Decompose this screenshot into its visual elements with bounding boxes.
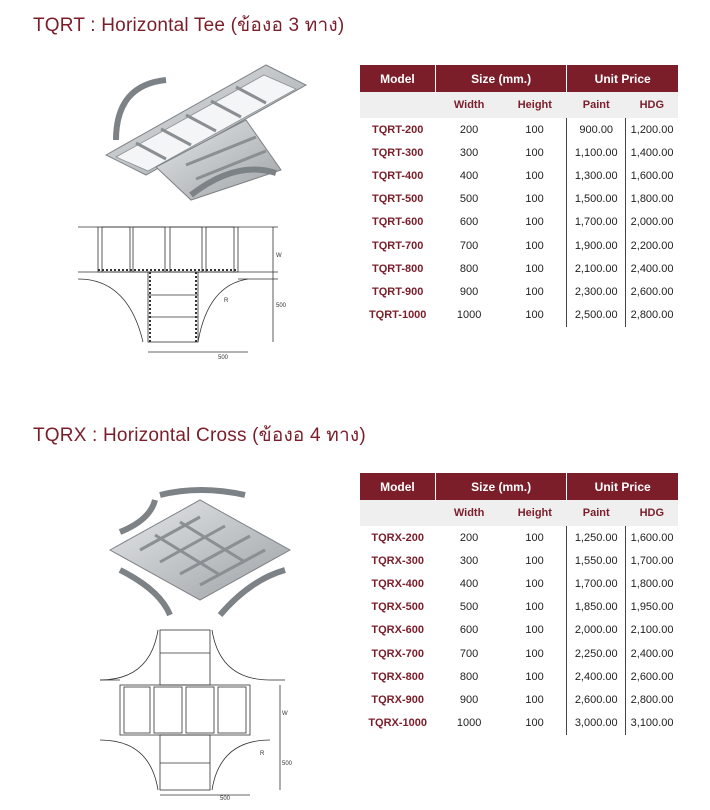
- cell-height: 100: [525, 531, 544, 544]
- header-paint: Paint: [567, 500, 626, 526]
- cell-width: 200: [459, 123, 479, 136]
- table-row: [360, 304, 678, 327]
- cell-paint: 900.00: [567, 118, 626, 141]
- cell-paint: 1,500.00: [567, 188, 626, 211]
- header-blank: [360, 92, 435, 118]
- cell-paint: 2,300.00: [567, 280, 626, 303]
- cell-model: TQRT-300: [372, 146, 424, 159]
- cell-width: 1000: [456, 309, 482, 322]
- price-table: [360, 65, 678, 327]
- header-hdg: HDG: [626, 92, 678, 118]
- cell-model: TQRT-600: [372, 216, 424, 229]
- cell-width: 600: [459, 624, 479, 637]
- dim-w-label: W: [276, 253, 282, 259]
- cell-hdg: 1,600.00: [630, 169, 674, 182]
- cell-paint: 2,100.00: [567, 257, 626, 280]
- cell-hdg: 1,600.00: [630, 531, 674, 544]
- cross-product-image: [100, 480, 300, 620]
- cell-height: 100: [525, 624, 544, 637]
- table-row: [360, 526, 678, 549]
- dim-w-label: W: [282, 711, 288, 717]
- cell-hdg: 1,800.00: [630, 577, 674, 590]
- table-row: [360, 712, 678, 735]
- table-row: [360, 619, 678, 642]
- table-row: [360, 665, 678, 688]
- tee-product-image: [96, 55, 316, 200]
- cell-width: 700: [459, 239, 479, 252]
- cell-paint: 1,700.00: [567, 572, 626, 595]
- cell-model: TQRX-400: [371, 577, 424, 590]
- cell-height: 100: [525, 309, 544, 322]
- cell-hdg: 1,200.00: [630, 123, 674, 136]
- cell-hdg: 1,950.00: [630, 601, 674, 614]
- table-row: [360, 280, 678, 303]
- section-title: TQRX : Horizontal Cross (ข้องอ 4 ทาง): [33, 425, 366, 446]
- cell-hdg: 2,100.00: [630, 624, 674, 637]
- cell-model: TQRX-300: [371, 554, 424, 567]
- cell-hdg: 2,400.00: [630, 647, 674, 660]
- cell-hdg: 2,800.00: [630, 309, 674, 322]
- header-width: Width: [435, 92, 502, 118]
- cell-height: 100: [525, 693, 544, 706]
- cell-model: TQRX-1000: [368, 717, 428, 730]
- cell-hdg: 2,000.00: [630, 216, 674, 229]
- table-row: [360, 211, 678, 234]
- cell-height: 100: [525, 169, 544, 182]
- header-height: Height: [503, 500, 567, 526]
- table-row: [360, 118, 678, 141]
- cell-width: 400: [459, 577, 479, 590]
- table-row: [360, 688, 678, 711]
- table-row: [360, 234, 678, 257]
- dim-500-vert-label: 500: [282, 761, 293, 767]
- cell-model: TQRT-700: [372, 239, 424, 252]
- cell-width: 300: [459, 146, 479, 159]
- cell-height: 100: [525, 193, 544, 206]
- section-title: TQRT : Horizontal Tee (ข้องอ 3 ทาง): [33, 15, 345, 36]
- cell-paint: 1,850.00: [567, 596, 626, 619]
- header-model: Model: [360, 473, 435, 500]
- table-row: [360, 642, 678, 665]
- cell-hdg: 1,700.00: [630, 554, 674, 567]
- cell-model: TQRX-600: [371, 624, 424, 637]
- cell-paint: 1,700.00: [567, 211, 626, 234]
- cell-width: 800: [459, 670, 479, 683]
- header-hdg: HDG: [626, 500, 678, 526]
- cell-hdg: 3,100.00: [630, 717, 674, 730]
- cell-paint: 1,100.00: [567, 141, 626, 164]
- cell-model: TQRX-900: [371, 693, 424, 706]
- cell-paint: 1,300.00: [567, 164, 626, 187]
- dim-500-label: 500: [220, 796, 231, 802]
- header-unit-price: Unit Price: [567, 65, 678, 92]
- cell-paint: 3,000.00: [567, 712, 626, 735]
- header-size: Size (mm.): [435, 473, 566, 500]
- cell-height: 100: [525, 647, 544, 660]
- cell-height: 100: [525, 717, 544, 730]
- cell-hdg: 2,400.00: [630, 262, 674, 275]
- cell-height: 100: [525, 262, 544, 275]
- cell-width: 900: [459, 285, 479, 298]
- cell-width: 700: [459, 647, 479, 660]
- cell-paint: 2,400.00: [567, 665, 626, 688]
- cell-paint: 1,900.00: [567, 234, 626, 257]
- cell-model: TQRX-500: [371, 601, 424, 614]
- cell-model: TQRT-800: [372, 262, 424, 275]
- dim-500-vert-label: 500: [276, 303, 287, 309]
- cell-model: TQRX-800: [371, 670, 424, 683]
- cell-model: TQRT-900: [372, 285, 424, 298]
- cell-paint: 1,550.00: [567, 549, 626, 572]
- header-width: Width: [435, 500, 502, 526]
- cell-height: 100: [525, 285, 544, 298]
- cell-height: 100: [525, 601, 544, 614]
- cross-technical-drawing: [100, 625, 293, 802]
- cell-height: 100: [525, 554, 544, 567]
- section-tqrt: [0, 0, 710, 400]
- table-row: [360, 141, 678, 164]
- cell-model: TQRT-400: [372, 169, 424, 182]
- cell-model: TQRT-1000: [368, 309, 427, 322]
- header-unit-price: Unit Price: [567, 473, 678, 500]
- cell-width: 500: [459, 601, 479, 614]
- cell-hdg: 1,800.00: [630, 193, 674, 206]
- cell-paint: 1,250.00: [567, 526, 626, 549]
- cell-width: 800: [459, 262, 479, 275]
- price-table: [360, 473, 678, 735]
- cell-width: 400: [459, 169, 479, 182]
- cell-width: 200: [459, 531, 479, 544]
- cell-model: TQRX-200: [371, 531, 424, 544]
- cell-hdg: 2,600.00: [630, 670, 674, 683]
- cell-model: TQRT-200: [372, 123, 424, 136]
- cell-model: TQRT-500: [372, 193, 424, 206]
- cell-hdg: 1,400.00: [630, 146, 674, 159]
- cell-paint: 2,600.00: [567, 688, 626, 711]
- dim-500-label: 500: [218, 355, 229, 361]
- header-paint: Paint: [567, 92, 626, 118]
- cell-height: 100: [525, 146, 544, 159]
- header-height: Height: [503, 92, 567, 118]
- cell-height: 100: [525, 123, 544, 136]
- cell-paint: 2,000.00: [567, 619, 626, 642]
- cell-height: 100: [525, 670, 544, 683]
- cell-height: 100: [525, 239, 544, 252]
- cell-width: 1000: [456, 717, 482, 730]
- dim-r-label: R: [224, 298, 229, 304]
- cell-width: 600: [459, 216, 479, 229]
- cell-width: 900: [459, 693, 479, 706]
- cell-paint: 2,500.00: [567, 304, 626, 327]
- cell-model: TQRX-700: [371, 647, 424, 660]
- cell-paint: 2,250.00: [567, 642, 626, 665]
- cell-height: 100: [525, 216, 544, 229]
- cell-width: 500: [459, 193, 479, 206]
- table-row: [360, 572, 678, 595]
- table-row: [360, 549, 678, 572]
- table-row: [360, 596, 678, 619]
- table-row: [360, 188, 678, 211]
- header-size: Size (mm.): [435, 65, 566, 92]
- cell-width: 300: [459, 554, 479, 567]
- tee-technical-drawing: [78, 217, 293, 362]
- table-row: [360, 164, 678, 187]
- cell-hdg: 2,600.00: [630, 285, 674, 298]
- dim-r-label: R: [260, 751, 265, 757]
- cell-hdg: 2,200.00: [630, 239, 674, 252]
- cell-height: 100: [525, 577, 544, 590]
- cell-hdg: 2,800.00: [630, 693, 674, 706]
- header-model: Model: [360, 65, 435, 92]
- table-row: [360, 257, 678, 280]
- section-tqrx: [0, 410, 710, 810]
- header-blank: [360, 500, 435, 526]
